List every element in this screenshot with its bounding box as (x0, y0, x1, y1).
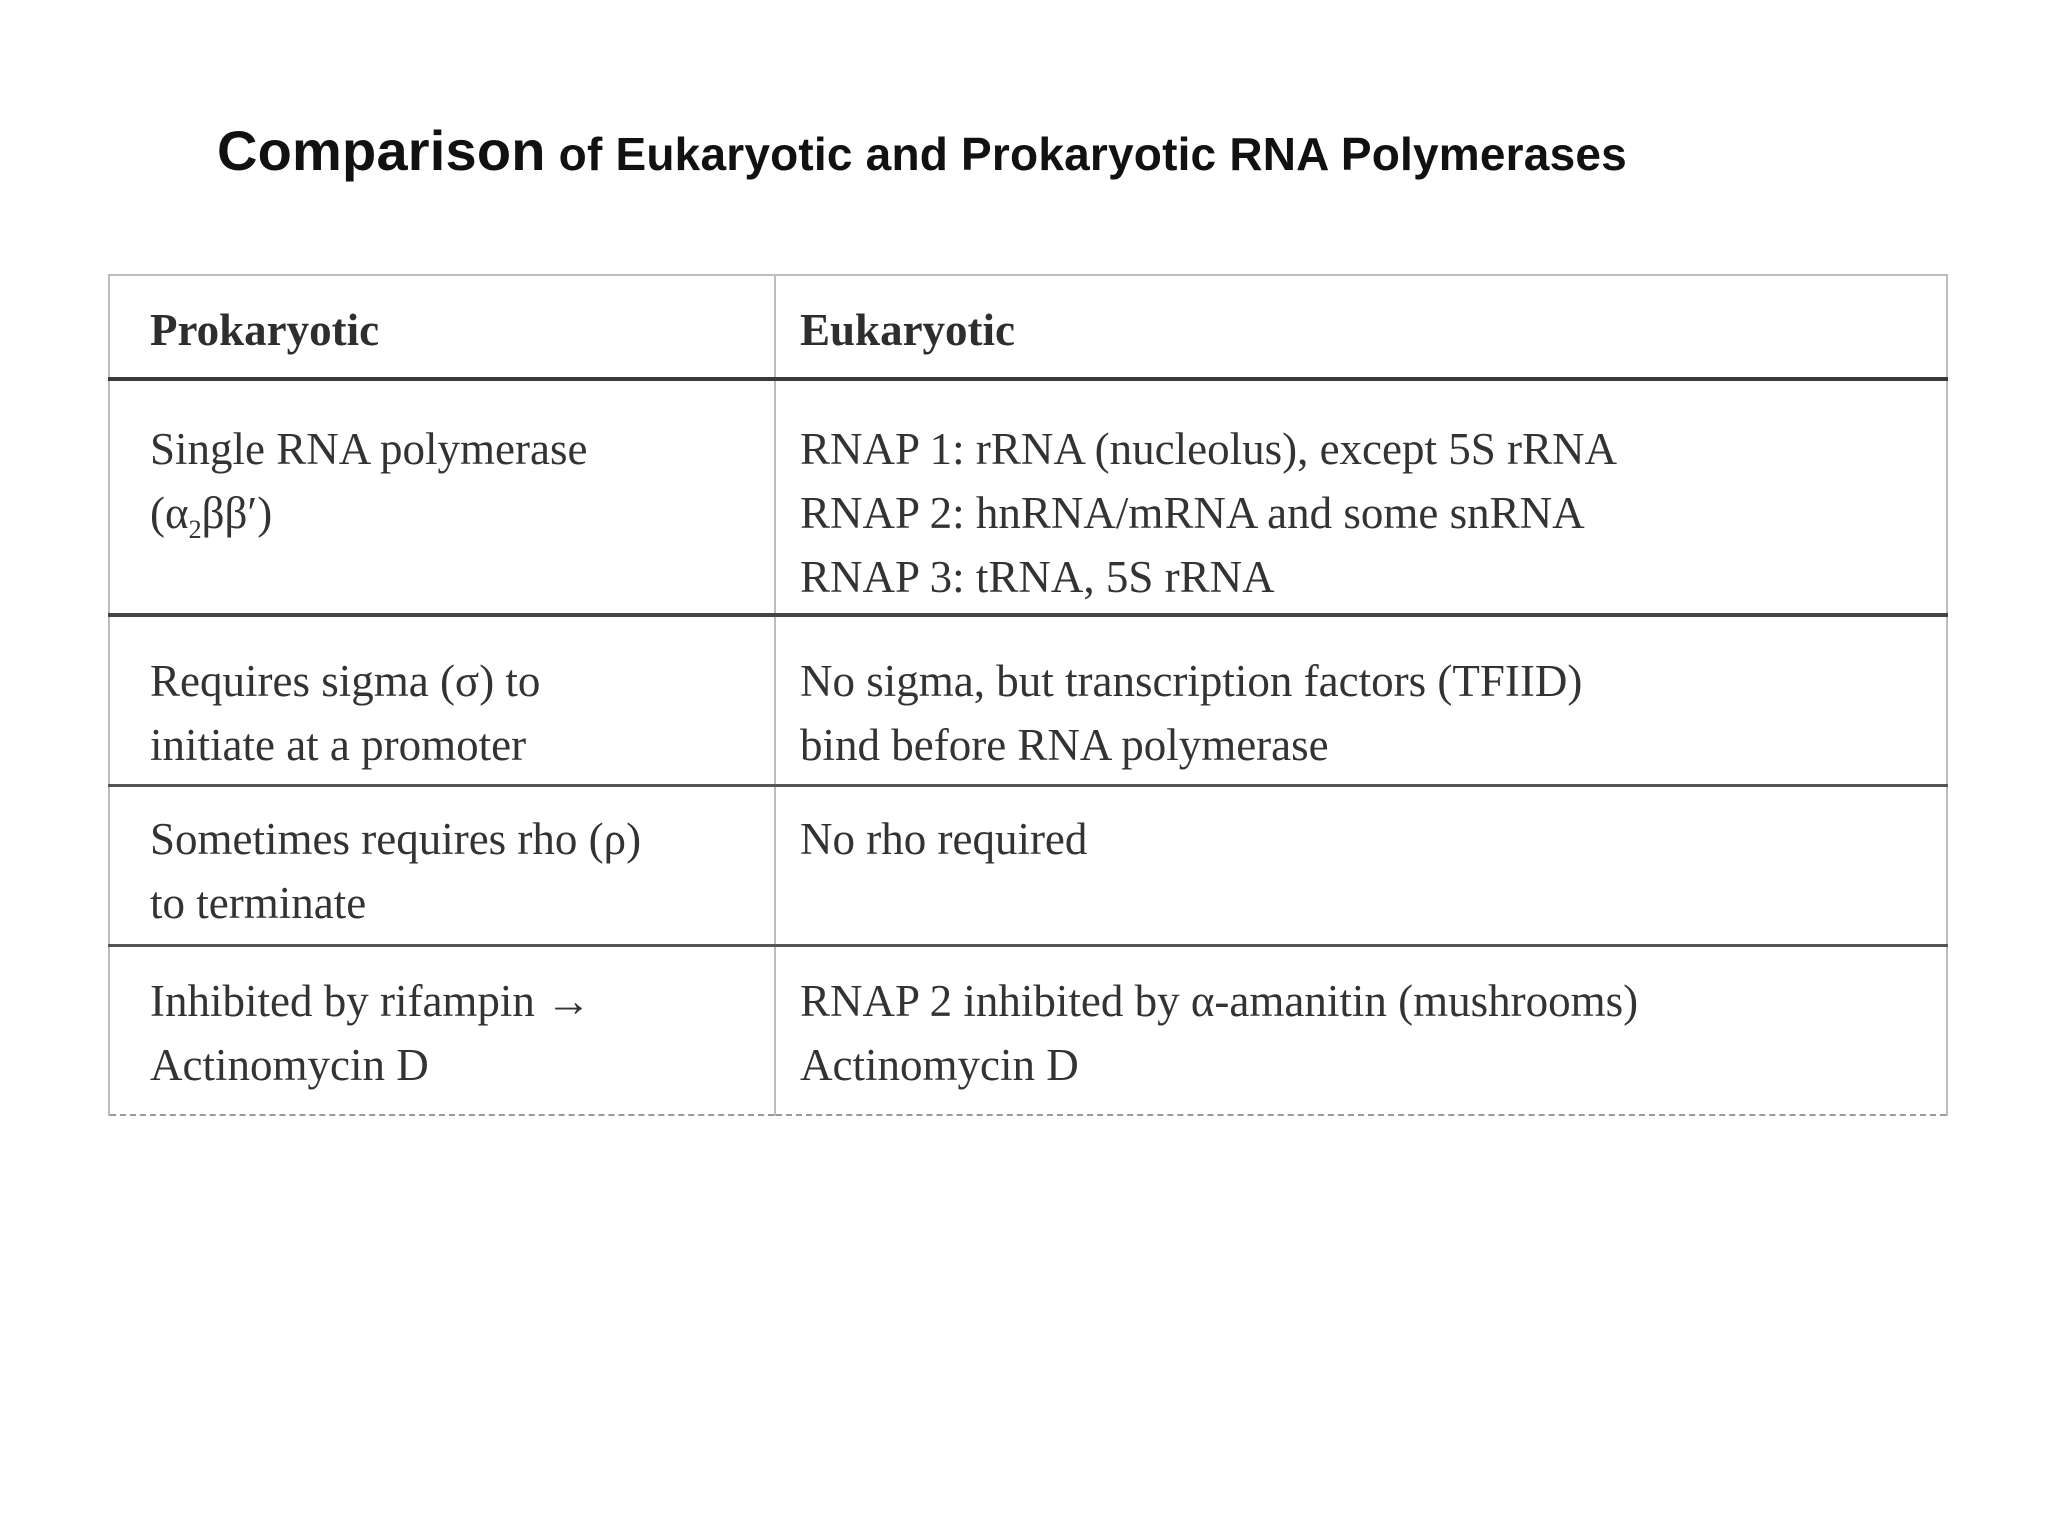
cell-line: Actinomycin D (800, 1039, 1079, 1090)
cell-line: RNAP 2: hnRNA/mRNA and some snRNA (800, 488, 1585, 538)
cell-line: No sigma, but transcription factors (TFIID) (800, 656, 1583, 706)
cell-line: Inhibited by rifampin → (150, 975, 592, 1026)
table-row (109, 615, 1947, 785)
cell-line: initiate at a promoter (150, 720, 527, 770)
prokaryotic-cell (109, 615, 775, 785)
cell-line: RNAP 2 inhibited by α-amanitin (mushrooms) (800, 975, 1639, 1026)
cell-line: to terminate (150, 877, 367, 928)
comparison-table (108, 274, 1948, 1116)
cell-line: Actinomycin D (150, 1039, 429, 1090)
prokaryotic-cell (109, 785, 775, 945)
slide-title (217, 118, 1627, 183)
title-main: Comparison (217, 119, 546, 182)
eukaryotic-cell (775, 615, 1947, 785)
cell-line: Requires sigma (σ) to (150, 656, 541, 706)
cell-line: No rho required (800, 813, 1088, 864)
subunit-formula (150, 481, 764, 545)
formula-post: ββ′) (201, 488, 273, 538)
eukaryotic-cell (775, 379, 1947, 615)
table-row (109, 379, 1947, 615)
cell-line: bind before RNA polymerase (800, 720, 1329, 770)
eukaryotic-cell (775, 785, 1947, 945)
header-eukaryotic: Eukaryotic (775, 275, 1947, 379)
formula-pre: (α (150, 488, 189, 538)
header-prokaryotic: Prokaryotic (109, 275, 775, 379)
cell-line: RNAP 1: rRNA (nucleolus), except 5S rRNA (800, 424, 1618, 474)
title-rest: of Eukaryotic and Prokaryotic RNA Polymerases (545, 128, 1627, 180)
prokaryotic-cell (109, 379, 775, 615)
cell-line: Single RNA polymerase (150, 424, 588, 474)
table-row (109, 785, 1947, 945)
cell-line: RNAP 3: tRNA, 5S rRNA (800, 552, 1275, 602)
eukaryotic-cell (775, 945, 1947, 1115)
cell-line: Sometimes requires rho (ρ) (150, 813, 642, 864)
table-header-row (109, 275, 1947, 379)
prokaryotic-cell (109, 945, 775, 1115)
table-row (109, 945, 1947, 1115)
formula-subscript: 2 (188, 515, 202, 544)
